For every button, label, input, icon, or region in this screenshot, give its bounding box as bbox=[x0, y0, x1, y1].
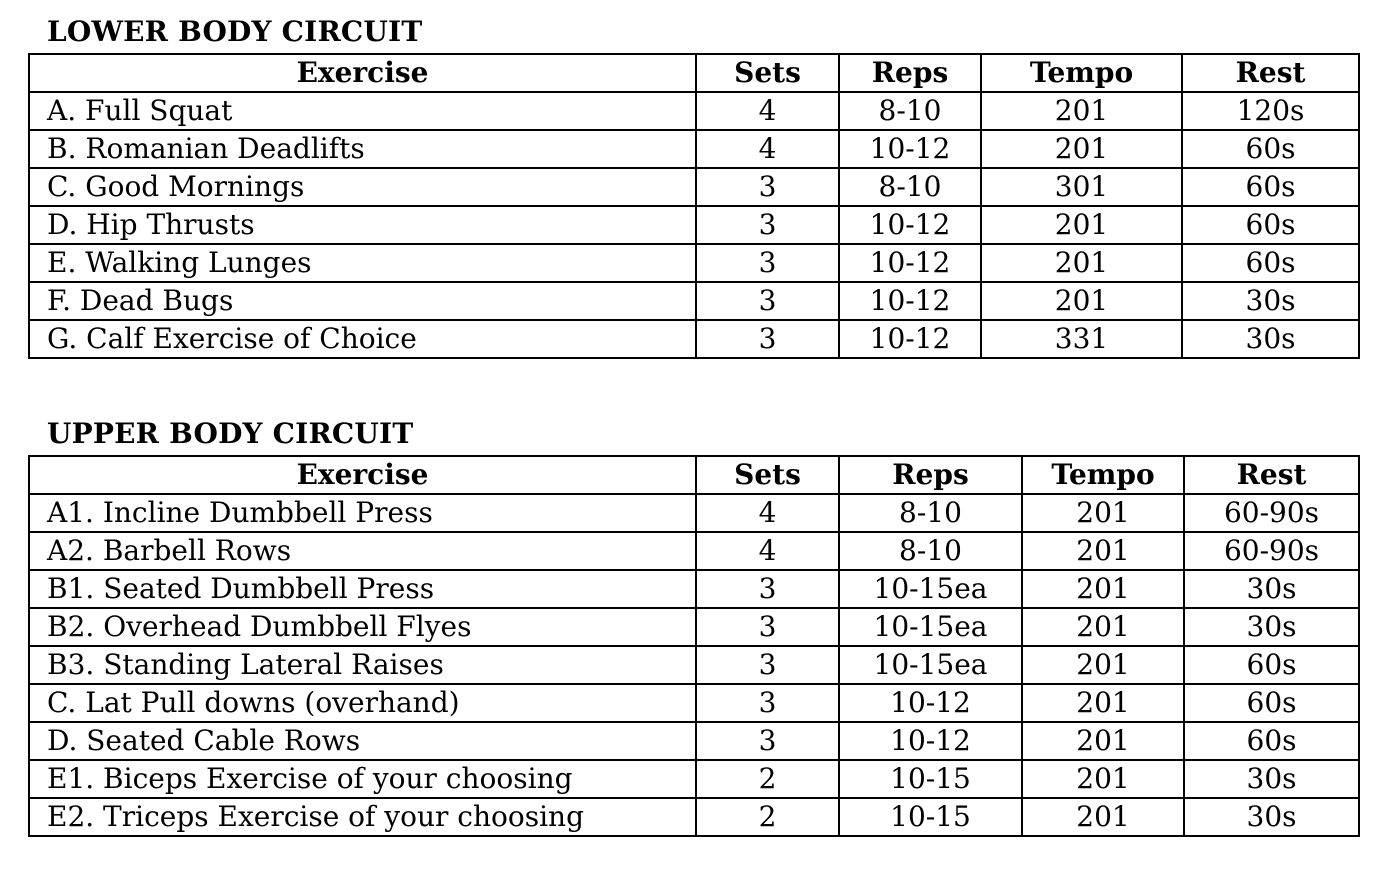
tempo-cell: 201 bbox=[1022, 646, 1184, 684]
exercise-cell: A2. Barbell Rows bbox=[29, 532, 696, 570]
reps-cell: 10-15ea bbox=[839, 646, 1022, 684]
reps-cell: 10-12 bbox=[839, 206, 981, 244]
table-row bbox=[29, 532, 1359, 570]
reps-cell: 10-15 bbox=[839, 798, 1022, 836]
header-tempo: Tempo bbox=[981, 54, 1182, 92]
tempo-cell: 201 bbox=[981, 130, 1182, 168]
exercise-cell: B3. Standing Lateral Raises bbox=[29, 646, 696, 684]
exercise-cell: F. Dead Bugs bbox=[29, 282, 696, 320]
sets-cell: 2 bbox=[696, 798, 839, 836]
exercise-cell: B1. Seated Dumbbell Press bbox=[29, 570, 696, 608]
tempo-cell: 301 bbox=[981, 168, 1182, 206]
exercise-cell: B2. Overhead Dumbbell Flyes bbox=[29, 608, 696, 646]
reps-cell: 10-12 bbox=[839, 244, 981, 282]
header-tempo: Tempo bbox=[1022, 456, 1184, 494]
table-row bbox=[29, 608, 1359, 646]
table-row bbox=[29, 494, 1359, 532]
tempo-cell: 201 bbox=[1022, 722, 1184, 760]
reps-cell: 8-10 bbox=[839, 532, 1022, 570]
table-row bbox=[29, 320, 1359, 358]
rest-cell: 30s bbox=[1182, 282, 1359, 320]
sets-cell: 3 bbox=[696, 684, 839, 722]
header-sets: Sets bbox=[696, 54, 839, 92]
rest-cell: 60s bbox=[1182, 206, 1359, 244]
table-row bbox=[29, 684, 1359, 722]
header-reps: Reps bbox=[839, 54, 981, 92]
table-row bbox=[29, 282, 1359, 320]
rest-cell: 60s bbox=[1184, 646, 1359, 684]
sets-cell: 3 bbox=[696, 244, 839, 282]
table-header-row bbox=[29, 456, 1359, 494]
reps-cell: 10-15ea bbox=[839, 570, 1022, 608]
sets-cell: 3 bbox=[696, 206, 839, 244]
tempo-cell: 201 bbox=[981, 244, 1182, 282]
rest-cell: 60s bbox=[1182, 130, 1359, 168]
rest-cell: 30s bbox=[1184, 608, 1359, 646]
sets-cell: 3 bbox=[696, 608, 839, 646]
tempo-cell: 201 bbox=[1022, 798, 1184, 836]
table-header-row bbox=[29, 54, 1359, 92]
table-row bbox=[29, 570, 1359, 608]
lower-body-title: LOWER BODY CIRCUIT bbox=[47, 15, 423, 48]
rest-cell: 60s bbox=[1184, 722, 1359, 760]
tempo-cell: 201 bbox=[1022, 684, 1184, 722]
rest-cell: 60-90s bbox=[1184, 532, 1359, 570]
exercise-cell: D. Seated Cable Rows bbox=[29, 722, 696, 760]
reps-cell: 10-12 bbox=[839, 684, 1022, 722]
table-row bbox=[29, 760, 1359, 798]
exercise-cell: E2. Triceps Exercise of your choosing bbox=[29, 798, 696, 836]
upper-body-title: UPPER BODY CIRCUIT bbox=[47, 417, 414, 450]
exercise-cell: G. Calf Exercise of Choice bbox=[29, 320, 696, 358]
table-row bbox=[29, 206, 1359, 244]
tempo-cell: 201 bbox=[1022, 608, 1184, 646]
exercise-cell: E1. Biceps Exercise of your choosing bbox=[29, 760, 696, 798]
tempo-cell: 331 bbox=[981, 320, 1182, 358]
exercise-cell: E. Walking Lunges bbox=[29, 244, 696, 282]
table-row bbox=[29, 798, 1359, 836]
rest-cell: 30s bbox=[1184, 570, 1359, 608]
tempo-cell: 201 bbox=[1022, 760, 1184, 798]
tempo-cell: 201 bbox=[981, 282, 1182, 320]
exercise-cell: B. Romanian Deadlifts bbox=[29, 130, 696, 168]
rest-cell: 60s bbox=[1182, 168, 1359, 206]
table-row bbox=[29, 92, 1359, 130]
exercise-cell: C. Lat Pull downs (overhand) bbox=[29, 684, 696, 722]
tempo-cell: 201 bbox=[1022, 570, 1184, 608]
lower-body-table bbox=[28, 53, 1360, 359]
sets-cell: 3 bbox=[696, 722, 839, 760]
tempo-cell: 201 bbox=[1022, 494, 1184, 532]
exercise-cell: A. Full Squat bbox=[29, 92, 696, 130]
reps-cell: 8-10 bbox=[839, 92, 981, 130]
rest-cell: 60s bbox=[1184, 684, 1359, 722]
rest-cell: 30s bbox=[1184, 798, 1359, 836]
sets-cell: 4 bbox=[696, 130, 839, 168]
sets-cell: 2 bbox=[696, 760, 839, 798]
tempo-cell: 201 bbox=[1022, 532, 1184, 570]
exercise-cell: A1. Incline Dumbbell Press bbox=[29, 494, 696, 532]
header-reps: Reps bbox=[839, 456, 1022, 494]
tempo-cell: 201 bbox=[981, 206, 1182, 244]
header-exercise: Exercise bbox=[29, 54, 696, 92]
reps-cell: 10-12 bbox=[839, 320, 981, 358]
table-row bbox=[29, 722, 1359, 760]
header-sets: Sets bbox=[696, 456, 839, 494]
header-exercise: Exercise bbox=[29, 456, 696, 494]
table-row bbox=[29, 168, 1359, 206]
sets-cell: 4 bbox=[696, 494, 839, 532]
sets-cell: 4 bbox=[696, 532, 839, 570]
reps-cell: 8-10 bbox=[839, 168, 981, 206]
exercise-cell: C. Good Mornings bbox=[29, 168, 696, 206]
sets-cell: 3 bbox=[696, 646, 839, 684]
exercise-cell: D. Hip Thrusts bbox=[29, 206, 696, 244]
header-rest: Rest bbox=[1182, 54, 1359, 92]
header-rest: Rest bbox=[1184, 456, 1359, 494]
rest-cell: 60s bbox=[1182, 244, 1359, 282]
rest-cell: 120s bbox=[1182, 92, 1359, 130]
sets-cell: 3 bbox=[696, 320, 839, 358]
upper-body-table bbox=[28, 455, 1360, 837]
table-row bbox=[29, 244, 1359, 282]
rest-cell: 30s bbox=[1184, 760, 1359, 798]
sets-cell: 4 bbox=[696, 92, 839, 130]
reps-cell: 10-12 bbox=[839, 282, 981, 320]
reps-cell: 10-12 bbox=[839, 130, 981, 168]
table-row bbox=[29, 130, 1359, 168]
rest-cell: 30s bbox=[1182, 320, 1359, 358]
reps-cell: 10-15 bbox=[839, 760, 1022, 798]
reps-cell: 8-10 bbox=[839, 494, 1022, 532]
sets-cell: 3 bbox=[696, 282, 839, 320]
table-row bbox=[29, 646, 1359, 684]
tempo-cell: 201 bbox=[981, 92, 1182, 130]
reps-cell: 10-12 bbox=[839, 722, 1022, 760]
rest-cell: 60-90s bbox=[1184, 494, 1359, 532]
sets-cell: 3 bbox=[696, 168, 839, 206]
reps-cell: 10-15ea bbox=[839, 608, 1022, 646]
sets-cell: 3 bbox=[696, 570, 839, 608]
